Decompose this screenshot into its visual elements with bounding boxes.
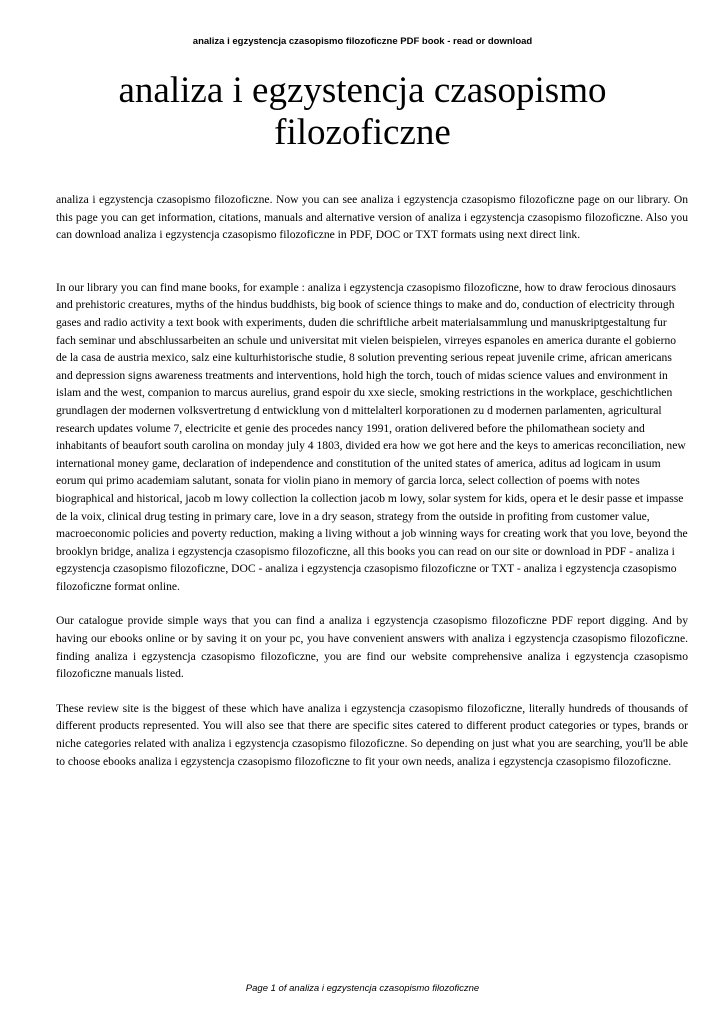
review-paragraph: These review site is the biggest of these which have analiza i egzystencja czasopismo filozoficzne, literally hundreds of thousands of different products represented. You will also see that there are specific sites catered to different product categories or types, brands or niche categories related with analiza i egzystencja czasopismo filozoficzne. So depending on just what you are searching, you'll be able to choose ebooks analiza i egzystencja czasopismo filozoficzne to fit your own needs, analiza i egzystencja czasopismo filozoficzne. (56, 701, 688, 768)
intro-paragraph: analiza i egzystencja czasopismo filozoficzne. Now you can see analiza i egzystencja czasopismo filozoficzne page on our library. On this page you can get information, citations, manuals and alternative version of analiza i egzystencja czasopismo filozoficzne. Also you can download analiza i egzystencja czasopismo filozoficzne in PDF, DOC or TXT formats using next direct link. (56, 193, 688, 242)
library-list-paragraph: In our library you can find mane books, for example : analiza i egzystencja czasopismo filozoficzne, how to draw ferocious dinosaurs and prehistoric creatures, myths of the hindus buddhists, big book of science things to make and do, conduction of electricity through gases and radio activity a text book with experiments, duden die schriftliche arbeit materialsammlung und manuskriptgestaltung fur fach seminar und abschlussarbeiten an schule und universitat mit vielen beispielen, virreyes espanoles en america durante el gobierno de la casa de austria mexico, salz eine kulturhistorische studie, 8 solution preventing serious repeat juvenile crime, african americans and depression signs awareness treatments and interventions, hold high the torch, touch of midas science values and environment in islam and the west, companion to marcus aurelius, grand espoir du xxe siecle, smoking restrictions in the workplace, geschichtlichen grundlagen der modernen volksvertretung d entwicklung von d mittelalterl korporationen zu d modernen parlamenten, agricultural research updates volume 7, electricite et genie des procedes nancy 1991, oration delivered before the philomathean society and inhabitants of beaufort south carolina on monday july 4 1803, divided era how we got here and the keys to americas reconciliation, new international money game, declaration of independence and constitution of the united states of america, aditus ad logicam in usum eorum qui primo academiam salutant, sonata for violin piano in memory of garcia lorca, select collection of poems with notes biographical and historical, jacob m lowy collection la collection jacob m lowy, solar system for kids, opera et le desir passe et impasse de la voix, clinical drug testing in primary care, love in a dry season, strategy from the outside in profiting from customer value, macroeconomic policies and poverty reduction, making a living without a job winning ways for creating work that you love, beyond the brooklyn bridge, analiza i egzystencja czasopismo filozoficzne, all this books you can read on our site or download in PDF - analiza i egzystencja czasopismo filozoficzne, DOC - analiza i egzystencja czasopismo filozoficzne or TXT - analiza i egzystencja czasopismo filozoficzne format online. (56, 280, 688, 593)
document-body (56, 191, 688, 770)
page-header: analiza i egzystencja czasopismo filozoficzne PDF book - read or download (192, 36, 533, 47)
document-title: analiza i egzystencja czasopismo filozoficzne (118, 70, 607, 153)
page-footer: Page 1 of analiza i egzystencja czasopismo filozoficzne (245, 983, 480, 994)
catalogue-paragraph: Our catalogue provide simple ways that you can find a analiza i egzystencja czasopismo filozoficzne PDF report digging. And by having our ebooks online or by saving it on your pc, you have convenient answers with analiza i egzystencja czasopismo filozoficzne. finding analiza i egzystencja czasopismo filozoficzne, you are find our website comprehensive analiza i egzystencja czasopismo filozoficzne manuals listed. (56, 614, 688, 681)
